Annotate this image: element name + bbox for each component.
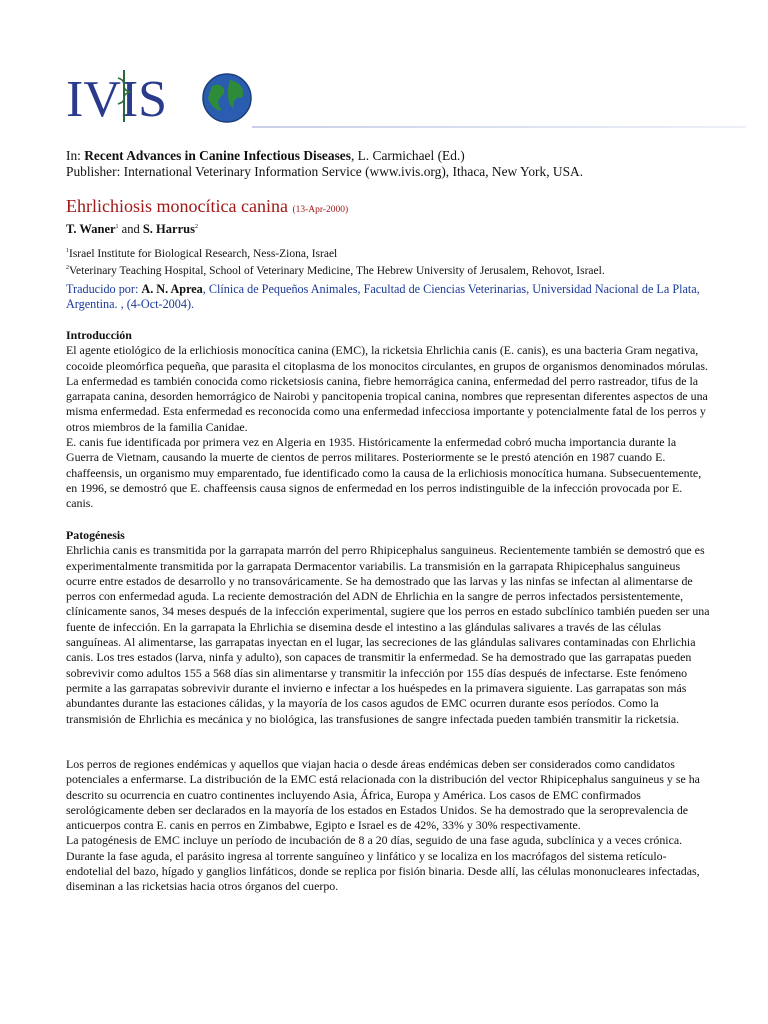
title-date: (13-Apr-2000) bbox=[292, 205, 349, 215]
section-pathogenesis-cont bbox=[66, 757, 711, 895]
section-pathogenesis bbox=[66, 528, 711, 727]
article-title bbox=[66, 196, 348, 217]
authors: T. Waner$^1$ and S. Harrus$^2$ bbox=[66, 222, 198, 236]
publisher-line: Publisher: International Veterinary Information Service (www.ivis.org), Ithaca, New York, USA. bbox=[66, 164, 584, 179]
translation-credit bbox=[66, 282, 706, 312]
header-rule bbox=[252, 126, 746, 128]
intro-paragraph-1: El agente etiológico de la erlichiosis monocítica canina (EMC), la ricketsia Ehrlichia canis (E. canis), es una bacteria Gram negativa, cocoide pleomórfica pequeña, que parasita el citoplasma de los monocitos circulantes, en grupos de organismos denominados mórulas. La enfermedad es también conocida como ricketsiosis canina, fiebre hemorrágica canina, enfermedad del perro rastreador, tifus de la garrapata canina, desorden hemorrágico de Nairobi y pancitopenia tropical canina, nombres que representan diferentes aspectos de una misma enfermedad. Esta enfermedad es reconocida como una enfermedad infecciosa importante y potencialmente fatal de los perros y otros miembros de la familia Canidae. bbox=[66, 343, 709, 434]
book-editor: , L. Carmichael (Ed.) bbox=[350, 148, 465, 163]
book-title: Recent Advances in Canine Infectious Diseases bbox=[84, 148, 351, 163]
pathogenesis-paragraph-3: La patogénesis de EMC incluye un período de incubación de 8 a 20 días, seguido de una fase aguda, subclínica y a veces crónica. Durante la fase aguda, el parásito ingresa al torrente sanguíneo y linfático y se localiza en los macrófagos del sistema retículo-endotelial del bazo, hígado y ganglios linfáticos, donde se replica por fisión binaria. Desde allí, las células mononucleares infectadas, diseminan a las ricketsias hacia otros órganos del cuerpo. bbox=[66, 833, 700, 894]
author-and: and bbox=[121, 222, 140, 236]
author-harrus: S. Harrus bbox=[142, 222, 195, 236]
affiliation-1: $^1$Israel Institute for Biological Research, Ness-Ziona, Israel bbox=[66, 247, 338, 260]
section-heading: Patogénesis bbox=[66, 528, 125, 542]
citation-line bbox=[66, 148, 726, 164]
translator-name: A. N. Aprea bbox=[141, 282, 203, 296]
section-heading: Introducción bbox=[66, 328, 132, 342]
ivis-logo-text: IVIS bbox=[66, 71, 168, 128]
ivis-logo bbox=[66, 64, 756, 144]
intro-paragraph-2: E. canis fue identificada por primera vez en Algeria en 1935. Históricamente la enfermedad cobró mucha importancia durante la Guerra de Vietnam, causando la muerte de cientos de perros militares. Posteriormente se le prestó atención en 1987 cuando E. chaffeensis, un organismo muy emparentado, fue identificado como la causa de la erlichiosis monocítica humana. Subsecuentemente, en 1996, se demostró que E. chaffeensis causa signos de enfermedad en los perros indistinguible de la infección provocada por E. canis. bbox=[66, 435, 702, 511]
affiliation-2: $^2$Veterinary Teaching Hospital, School of Veterinary Medicine, The Hebrew University of Jerusalem, Rehovot, Israel. bbox=[66, 264, 605, 277]
in-label: In: bbox=[66, 148, 81, 163]
author-waner: T. Waner bbox=[66, 222, 116, 236]
pathogenesis-paragraph-2: Los perros de regiones endémicas y aquellos que viajan hacia o desde áreas endémicas deben ser considerados como candidatos potenciales a enfermarse. La distribución de la EMC está relacionada con la distribución del vector Rhipicephalus sanguineus y se ha descrito su ocurrencia en cuatro continentes incluyendo Asia, África, Europa y América. Los casos de EMC confirmados serológicamente deben ser declarados en la mayoría de los estados en Estados Unidos. Se ha demostrado que la seroprevalencia de anticuerpos contra E. canis en perros en Zimbabwe, Egipto e Israel es de 42%, 33% y 30% respectivamente. bbox=[66, 757, 700, 833]
translated-by-label: Traducido por: bbox=[66, 282, 139, 296]
globe-icon bbox=[203, 74, 251, 122]
affiliation-1-text: Israel Institute for Biological Research, Ness-Ziona, Israel bbox=[69, 247, 338, 260]
pathogenesis-paragraph-1: Ehrlichia canis es transmitida por la garrapata marrón del perro Rhipicephalus sanguineus. Recientemente también se demostró que es experimentalmente transmitida por la garrapata Dermacentor variabilis. La transmisión en la garrapata Rhipicephalus sanguineus ocurre entre estados de desarrollo y no transováricamente. Se ha demostrado que las larvas y las ninfas se infectan al alimentarse de perros con enfermedad aguda. La reciente demostración del ADN de Ehrlichia en la sangre de perros infectados persistentemente, clínicamente sanos, 34 meses después de la infección experimental, sugiere que los perros en estado subclínico también pueden ser una fuente de infección. En la garrapata la Ehrlichia se disemina desde el intestino a las glándulas salivares a través de las células sanguíneas. Al alimentarse, las garrapatas inyectan en el lugar, las secreciones de las glándulas salivares contaminadas con Ehrlichia canis. Los tres estados (larva, ninfa y adulto), son capaces de transmitir la enfermedad. Se ha demostrado que las garrapatas pueden sobrevivir como adultos 155 a 568 días sin alimentarse y transmitir la infección por 155 días después de infectarse. Este fenómeno permite a las garrapatas sobrevivir durante el invierno e infectar a los huéspedes en la primavera siguiente. Las garrapatas son más abundantes durante las estaciones cálidas, y la mayoría de los casos agudos de EMC ocurren durante esos períodos. Como la transmisión de Ehrlichia es mecánica y no biológica, las transfusiones de sangre infectada pueden también transmitir la ricketsia. bbox=[66, 543, 710, 726]
translation-affiliation[interactable]: , Clínica de Pequeños Animales, Facultad de Ciencias Veterinarias, Universidad Nacional de La Plata, Argentina. , (4-Oct-2004). bbox=[66, 282, 700, 312]
affiliation-2-text: Veterinary Teaching Hospital, School of Veterinary Medicine, The Hebrew University of Jerusalem, Rehovot, Israel. bbox=[69, 264, 605, 277]
section-introduction bbox=[66, 328, 711, 512]
title-text: Ehrlichiosis monocítica canina bbox=[66, 196, 288, 216]
